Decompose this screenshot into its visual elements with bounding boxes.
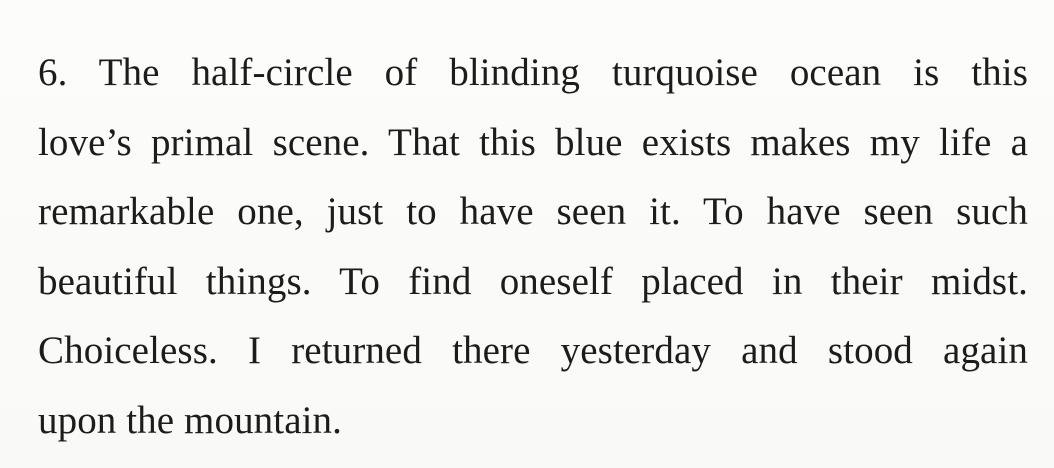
text-line: 6. The half-circle of blinding turquoise ocean is this (38, 51, 1028, 94)
numbered-paragraph (38, 38, 1028, 455)
text-line: upon the mountain. (38, 398, 343, 442)
text-line: Choiceless. I returned there yesterday and stood again (38, 329, 1028, 372)
text-line: remarkable one, just to have seen it. To have seen such (38, 190, 1028, 233)
text-line: beautiful things. To find oneself placed in their midst. (38, 259, 1028, 303)
text-line: love’s primal scene. That this blue exists makes my life a (38, 120, 1028, 164)
